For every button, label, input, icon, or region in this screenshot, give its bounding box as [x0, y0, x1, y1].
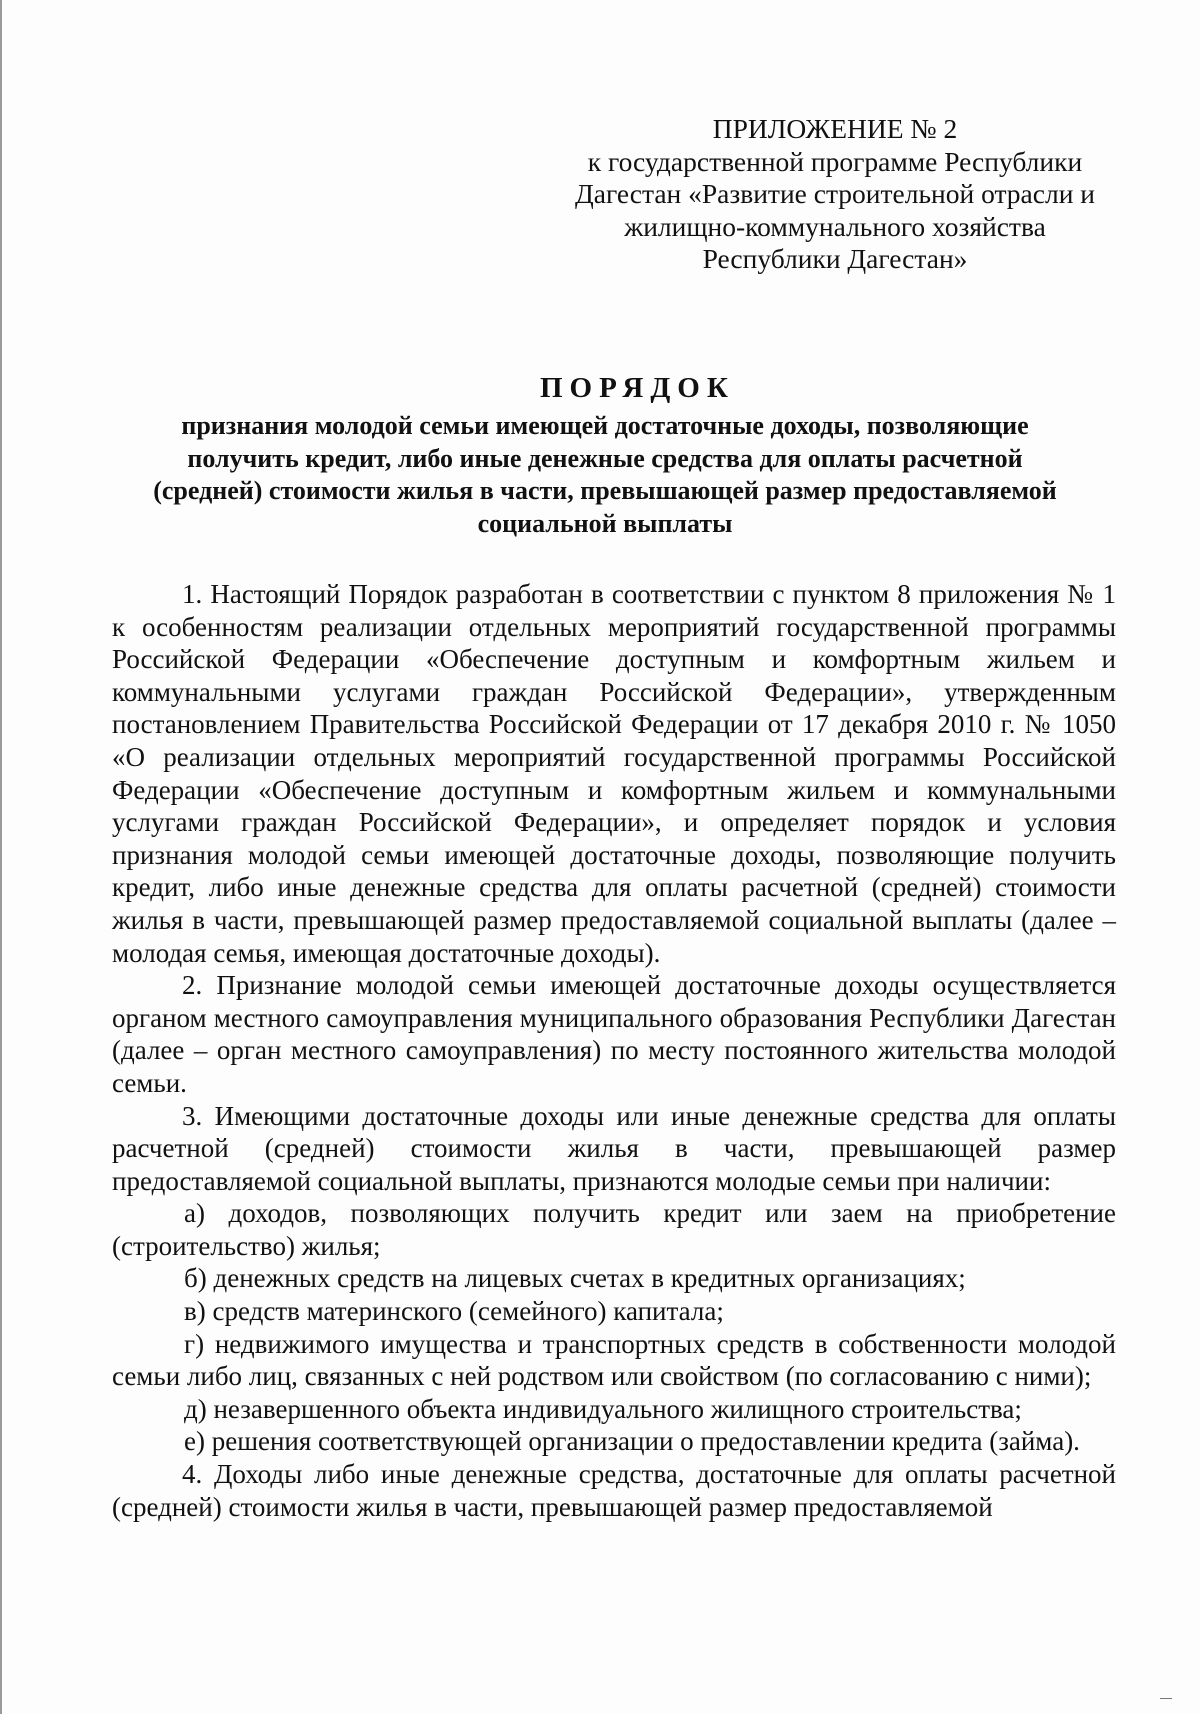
list-item-g: г) недвижимого имущества и транспортных средств в собственности молодой семьи либо лиц, связанных с ней родством или свойством (по согласованию с ними);: [112, 1328, 1116, 1392]
appendix-line: Республики Дагестан»: [702, 243, 968, 274]
appendix-header: [560, 113, 1110, 276]
paragraph-2: 2. Признание молодой семьи имеющей достаточные доходы осуществляется органом местного самоуправления муниципального образования Республики Дагестан (далее – орган местного самоуправления) по месту постоянного жительства молодой семьи.: [112, 970, 1116, 1098]
subtitle-line: получить кредит, либо иные денежные средства для оплаты расчетной: [187, 443, 1023, 473]
paragraph-4: 4. Доходы либо иные денежные средства, достаточные для оплаты расчетной (средней) стоимости жилья в части, превышающей размер предоставляемой: [112, 1459, 1116, 1522]
subtitle-line: признания молодой семьи имеющей достаточные доходы, позволяющие: [181, 411, 1029, 440]
list-item-b: б) денежных средств на лицевых счетах в кредитных организациях;: [184, 1263, 966, 1294]
paragraph-1: 1. Настоящий Порядок разработан в соответствии с пунктом 8 приложения № 1 к особенностям реализации отдельных мероприятий государственной программы Российской Федерации «Обеспечение доступным и комфортным жильем и коммунальными услугами граждан Российской Федерации», утвержденным постановлением Правительства Российской Федерации от 17 декабря 2010 г. № 1050 «О реализации отдельных мероприятий государственной программы Российской Федерации «Обеспечение доступным и комфортным жильем и коммунальными услугами граждан Российской Федерации», и определяет порядок и условия признания молодой семьи имеющей достаточные доходы, позволяющие получить кредит, либо иные денежные средства для оплаты расчетной (средней) стоимости жилья в части, превышающей размер предоставляемой социальной выплаты (далее – молодая семья, имеющая достаточные доходы).: [112, 579, 1116, 968]
list-item-d: д) незавершенного объекта индивидуального жилищного строительства;: [184, 1393, 1022, 1424]
paragraph-3: 3. Имеющими достаточные доходы или иные денежные средства для оплаты расчетной (средней) стоимости жилья в части, превышающей размер предоставляемой социальной выплаты, признаются молодые семьи при наличии:: [112, 1100, 1116, 1196]
document-subtitle: [100, 410, 1110, 540]
scan-left-edge: [0, 0, 2, 1714]
document-body: [112, 578, 1116, 1523]
document-title: ПОРЯДОК: [540, 372, 735, 404]
list-item-v: в) средств материнского (семейного) капитала;: [184, 1296, 724, 1327]
appendix-line: Дагестан «Развитие строительной отрасли и: [574, 178, 1096, 209]
subtitle-line: социальной выплаты: [477, 508, 733, 538]
appendix-line: к государственной программе Республики: [587, 145, 1083, 177]
list-item-a: а) доходов, позволяющих получить кредит или заем на приобретение (строительство) жилья;: [112, 1198, 1116, 1261]
appendix-number: ПРИЛОЖЕНИЕ № 2: [712, 113, 958, 144]
appendix-line: жилищно-коммунального хозяйства: [624, 210, 1046, 242]
list-item-e: е) решения соответствующей организации о предоставлении кредита (займа).: [184, 1426, 1080, 1457]
scan-mark: [1160, 1698, 1172, 1699]
subtitle-line: (средней) стоимости жилья в части, превышающей размер предоставляемой: [153, 476, 1057, 505]
